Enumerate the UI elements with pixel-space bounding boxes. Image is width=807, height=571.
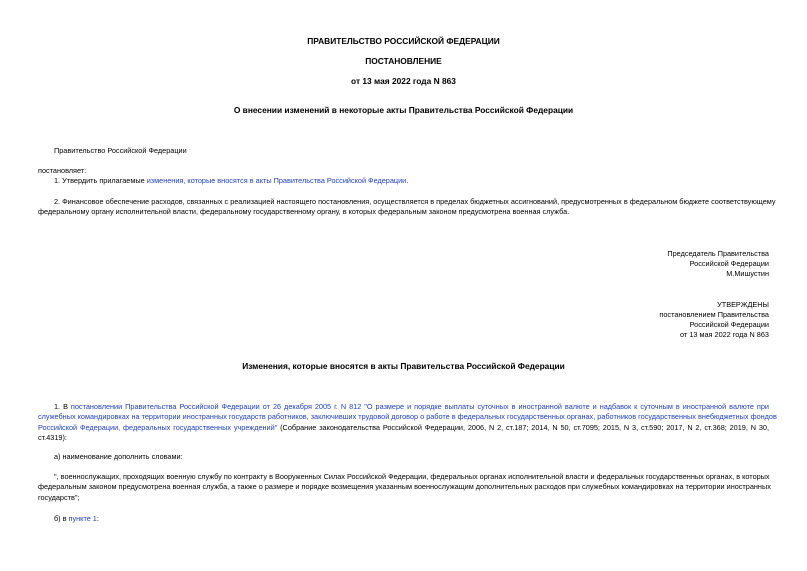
resolution-812-link-end[interactable]: Российской Федерации, федеральных государственных учреждений"	[38, 422, 278, 432]
approval-line-3: Российской Федерации	[689, 320, 769, 329]
changes-item-1-line-3	[38, 423, 769, 433]
quote-line-1: ", военнослужащих, проходящих военную службу по контракту в Вооруженных Силах Российской Федерации, федеральных органах исполнительной власти и федеральных государственных органах, в которых	[54, 472, 770, 481]
item-2	[38, 197, 776, 218]
subitem-b-suffix: :	[96, 514, 99, 523]
changes-title: Изменения, которые вносятся в акты Правительства Российской Федерации	[242, 361, 565, 371]
government-heading: ПРАВИТЕЛЬСТВО РОССИЙСКОЙ ФЕДЕРАЦИИ	[307, 36, 500, 46]
item-1-prefix: 1. Утвердить прилагаемые	[54, 176, 147, 185]
changes-item-1-source: (Собрание законодательства Российской Федерации, 2006, N 2, ст.187; 2014, N 50, ст.7095; 2015, N 3, ст.590; 2017, N 2, ст.368; 2019, N 30,	[277, 422, 769, 432]
approval-line-4: от 13 мая 2022 года N 863	[680, 330, 769, 339]
point-1-link[interactable]: пункте 1	[68, 514, 97, 523]
quote-line-2: федеральным законом предусмотрена военная служба, а также о размере и порядке возмещения указанным военнослужащим дополнительных расходов при служебных командировках на территории иностранных	[38, 482, 771, 492]
intro-text: Правительство Российской Федерации	[54, 146, 187, 155]
quote-line-3: государств";	[38, 492, 80, 502]
item-2-line-2: федеральному органу исполнительной власти, федеральному государственному органу, в которых федеральным законом предусмотрена военная служба.	[38, 207, 570, 217]
document-title: О внесении изменений в некоторые акты Правительства Российской Федерации	[233, 105, 574, 115]
quote-block	[38, 472, 769, 503]
subitem-b-prefix: б) в	[54, 514, 69, 523]
signature-title-1: Председатель Правительства	[667, 249, 769, 258]
changes-item-1-line-2[interactable]: служебных командировках на территории иностранных государств работников, заключивших трудовой договор о работе в федеральных государственных органах, работников государственных внебюджетных фондов	[38, 412, 777, 422]
item-1	[54, 176, 408, 186]
item-1-suffix: .	[406, 176, 409, 185]
decides-text: постановляет:	[38, 166, 87, 175]
changes-item-1	[38, 402, 777, 443]
changes-item-1-line-1	[38, 402, 769, 412]
approval-line-1: УТВЕРЖДЕНЫ	[717, 300, 769, 309]
resolution-812-link[interactable]: постановлении Правительства Российской Федерации от 26 декабря 2005 г. N 812 "О размере и порядке выплаты суточных в иностранной валюте и надбавок к суточным в иностранной валюте при	[70, 402, 769, 411]
changes-link[interactable]: изменения, которые вносятся в акты Правительства Российской Федерации	[146, 176, 407, 185]
approval-line-2: постановлением Правительства	[659, 310, 769, 319]
subitem-a: а) наименование дополнить словами:	[54, 452, 183, 461]
changes-item-1-line-4: ст.4319):	[38, 432, 67, 442]
item-2-line-1: 2. Финансовое обеспечение расходов, связанных с реализацией настоящего постановления, осуществляется в пределах бюджетных ассигнований, предусмотренных в федеральном бюджете соответствующему	[54, 197, 776, 206]
date-number-heading: от 13 мая 2022 года N 863	[351, 76, 456, 86]
changes-item-1-prefix: 1. В	[54, 402, 71, 411]
signature-title-2: Российской Федерации	[689, 259, 769, 268]
signature-name: М.Мишустин	[726, 269, 769, 278]
subitem-b	[54, 514, 99, 524]
doc-type-heading: ПОСТАНОВЛЕНИЕ	[365, 56, 442, 66]
